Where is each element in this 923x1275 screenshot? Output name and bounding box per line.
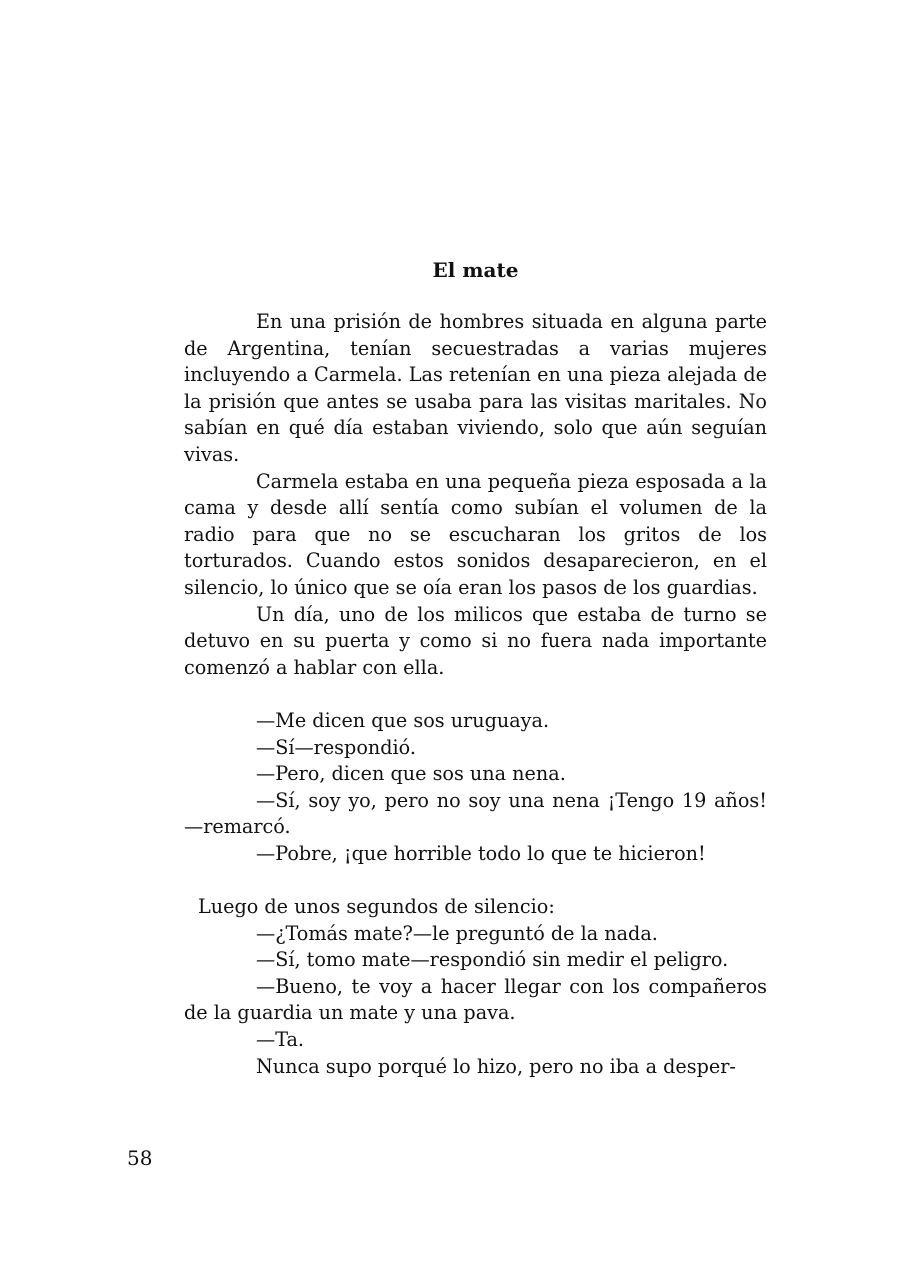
paragraph-1: En una prisión de hombres situada en alguna parte de Argentina, tenían secuestradas a varias mujeres incluyendo a Carmela. Las retenían en una pieza alejada de la prisión que antes se usaba para las visitas maritales. No sabían en qué día estaban viviendo, solo que aún seguían vivas. <box>184 310 767 466</box>
dialogue-line-5: —Pobre, ¡que horrible todo lo que te hicieron! <box>256 841 706 865</box>
dialogue-line-8: —Bueno, te voy a hacer llegar con los compañeros de la guardia un mate y una pava. <box>184 974 767 1025</box>
paragraph-4: Nunca supo porqué lo hizo, pero no iba a desper- <box>256 1054 736 1078</box>
dialogue-line-3: —Pero, dicen que sos una nena. <box>256 762 566 786</box>
page-number: 58 <box>127 1146 153 1170</box>
dialogue-line-7: —Sí, tomo mate—respondió sin medir el peligro. <box>256 948 729 972</box>
dialogue-line-2: —Sí—respondió. <box>256 735 416 759</box>
chapter-body <box>184 309 767 1080</box>
blank-line <box>184 681 767 708</box>
dialogue-line-1: —Me dicen que sos uruguaya. <box>256 708 550 732</box>
dialogue-line-4: —Sí, soy yo, pero no soy una nena ¡Tengo 19 años! —remarcó. <box>184 788 767 839</box>
paragraph-3: Un día, uno de los milicos que estaba de turno se detuvo en su puerta y como si no fuera nada importante comenzó a hablar con ella. <box>184 602 767 679</box>
blank-line <box>184 867 767 894</box>
chapter-title: El mate <box>432 258 519 282</box>
dialogue-line-9: —Ta. <box>256 1028 305 1052</box>
narration-line: Luego de unos segundos de silencio: <box>198 895 555 919</box>
paragraph-2: Carmela estaba en una pequeña pieza esposada a la cama y desde allí sentía como subían el volumen de la radio para que no se escucharan los gritos de los torturados. Cuando estos sonidos desaparecieron, en el silencio, lo único que se oía eran los pasos de los guardias. <box>184 469 767 599</box>
dialogue-line-6: —¿Tomás mate?—le preguntó de la nada. <box>256 921 658 945</box>
